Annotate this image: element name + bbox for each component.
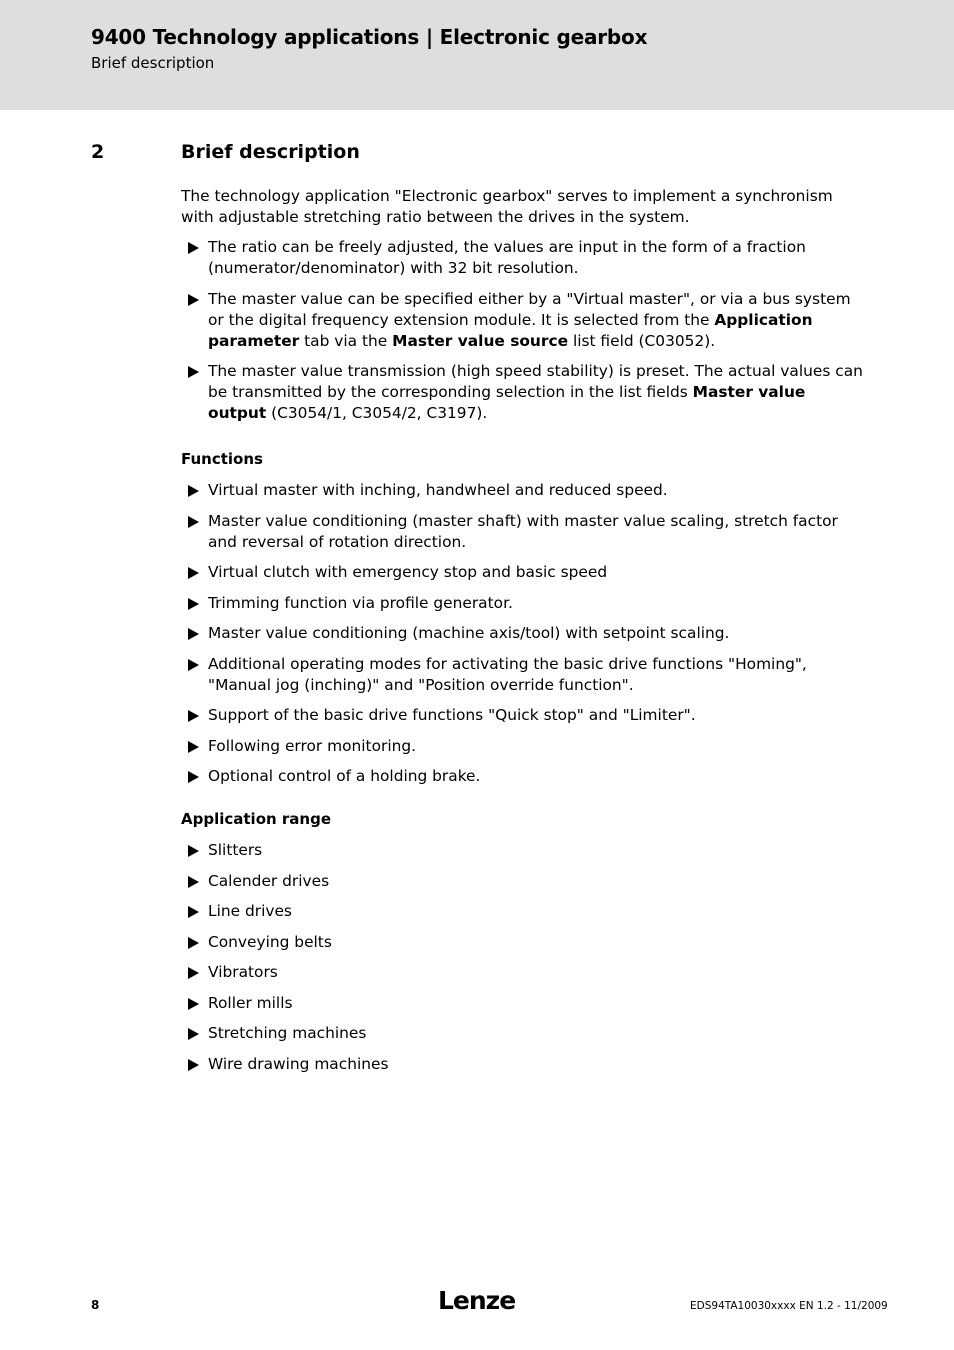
list-item-text: Master value conditioning (master shaft) with master value scaling, stretch factor and reversal of rotation direction. bbox=[208, 511, 838, 551]
bullet-arrow-icon bbox=[188, 598, 199, 610]
list-item-text: Virtual master with inching, handwheel and reduced speed. bbox=[208, 481, 668, 499]
bullet-arrow-icon bbox=[188, 937, 199, 949]
list-item bbox=[181, 593, 863, 614]
list-item-text: Line drives bbox=[208, 902, 292, 920]
intro-paragraph: The technology application "Electronic gearbox" serves to implement a synchronism with adjustable stretching ratio between the drives in the system. bbox=[181, 187, 833, 226]
bullet-arrow-icon bbox=[188, 242, 199, 254]
bullet-arrow-icon bbox=[188, 366, 199, 378]
list-item-text: Vibrators bbox=[208, 963, 278, 981]
list-item bbox=[181, 993, 863, 1014]
list-item-text: Master value conditioning (machine axis/tool) with setpoint scaling. bbox=[208, 624, 730, 642]
bullet-arrow-icon bbox=[188, 659, 199, 671]
page-header bbox=[0, 0, 954, 110]
intro-bullet-list bbox=[181, 237, 863, 424]
bullet-arrow-icon bbox=[188, 906, 199, 918]
list-item bbox=[181, 289, 863, 352]
bullet-arrow-icon bbox=[188, 1059, 199, 1071]
ui-term-master-value-output: Master value output bbox=[208, 383, 806, 422]
list-item bbox=[181, 901, 863, 922]
list-item-text: Wire drawing machines bbox=[208, 1054, 389, 1073]
list-item-text: Trimming function via profile generator. bbox=[208, 593, 513, 612]
ui-term-application-parameter: Application parameter bbox=[208, 310, 813, 350]
list-item bbox=[181, 361, 863, 424]
bullet-arrow-icon bbox=[188, 998, 199, 1010]
list-item bbox=[181, 962, 863, 983]
bullet-arrow-icon bbox=[188, 567, 199, 579]
bullet-arrow-icon bbox=[188, 485, 199, 497]
bullet-arrow-icon bbox=[188, 294, 199, 306]
list-item bbox=[181, 766, 863, 787]
application-range-list bbox=[181, 840, 863, 1075]
list-item bbox=[181, 705, 863, 726]
bullet-arrow-icon bbox=[188, 710, 199, 722]
functions-heading: Functions bbox=[181, 450, 263, 468]
bullet-arrow-icon bbox=[188, 771, 199, 783]
section-number: 2 bbox=[91, 141, 105, 163]
application-range-heading: Application range bbox=[181, 810, 332, 828]
list-item-text: Virtual clutch with emergency stop and basic speed bbox=[208, 563, 608, 581]
bullet-arrow-icon bbox=[188, 1028, 199, 1040]
list-item bbox=[181, 623, 863, 644]
section-title: Brief description bbox=[181, 141, 360, 163]
functions-list bbox=[181, 480, 863, 787]
bullet-text-1 bbox=[208, 290, 851, 350]
ui-term-master-value-source: Master value source bbox=[392, 331, 569, 350]
list-item bbox=[181, 932, 863, 953]
list-item bbox=[181, 562, 863, 583]
text-run: The master value can be specified either by a "Virtual master", or via a bus system or the digital frequency extension module. It is selected from the bbox=[208, 289, 851, 329]
bullet-arrow-icon bbox=[188, 516, 199, 528]
bullet-arrow-icon bbox=[188, 876, 199, 888]
text-run: The master value transmission (high speed stability) is preset. The actual values can be transmitted by the corresponding selection in the list fields bbox=[208, 362, 863, 401]
main-content bbox=[181, 186, 863, 1084]
text-run: list field (C03052). bbox=[568, 331, 716, 350]
lenze-logo: Lenze bbox=[438, 1286, 516, 1315]
text-run: tab via the bbox=[299, 331, 393, 350]
document-id: EDS94TA10030xxxx EN 1.2 - 11/2009 bbox=[690, 1300, 888, 1312]
list-item bbox=[181, 736, 863, 757]
list-item bbox=[181, 237, 863, 279]
bullet-arrow-icon bbox=[188, 741, 199, 753]
bullet-text-2 bbox=[208, 362, 863, 422]
bullet-arrow-icon bbox=[188, 628, 199, 640]
text-run: The ratio can be freely adjusted, the values are input in the form of a fraction (numerator/denominator) with 32 bit resolution. bbox=[208, 238, 806, 277]
list-item-text: Additional operating modes for activating the basic drive functions "Homing", "Manual jog (inching)" and "Position override function". bbox=[208, 654, 807, 694]
list-item bbox=[181, 840, 863, 861]
list-item bbox=[181, 1023, 863, 1044]
document-title: 9400 Technology applications | Electronic gearbox bbox=[91, 25, 648, 49]
list-item-text: Stretching machines bbox=[208, 1024, 367, 1042]
list-item-text: Support of the basic drive functions "Quick stop" and "Limiter". bbox=[208, 706, 696, 724]
list-item-text: Slitters bbox=[208, 841, 263, 859]
list-item-text: Following error monitoring. bbox=[208, 736, 417, 755]
list-item bbox=[181, 1054, 863, 1075]
list-item bbox=[181, 511, 863, 553]
bullet-arrow-icon bbox=[188, 845, 199, 857]
list-item bbox=[181, 480, 863, 501]
text-run: (C3054/1, C3054/2, C3197). bbox=[266, 404, 488, 422]
list-item bbox=[181, 871, 863, 892]
list-item-text: Calender drives bbox=[208, 871, 330, 890]
list-item bbox=[181, 654, 863, 696]
document-subtitle: Brief description bbox=[91, 54, 215, 72]
bullet-text-0 bbox=[208, 238, 806, 277]
bullet-arrow-icon bbox=[188, 967, 199, 979]
list-item-text: Conveying belts bbox=[208, 932, 332, 951]
list-item-text: Optional control of a holding brake. bbox=[208, 767, 481, 785]
list-item-text: Roller mills bbox=[208, 993, 293, 1012]
page-number: 8 bbox=[91, 1298, 100, 1312]
